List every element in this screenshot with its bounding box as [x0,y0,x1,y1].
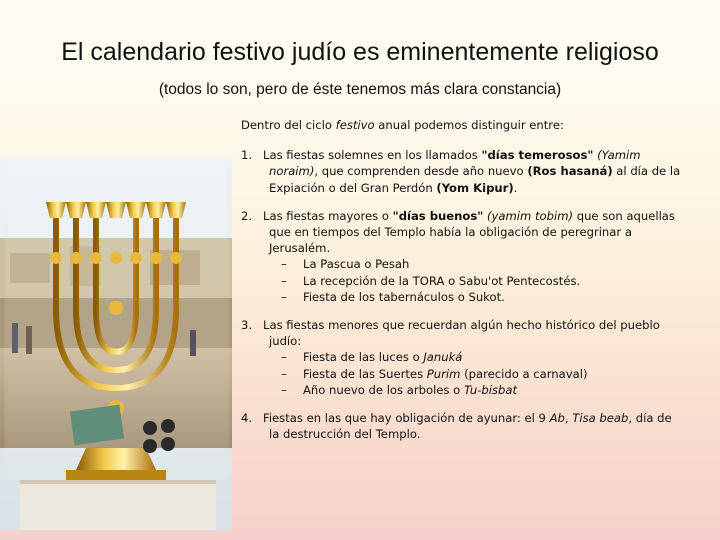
menorah-photo [0,158,232,530]
intro-text: Dentro del ciclo festivo anual podemos distinguir entre: [241,118,564,132]
menorah-image [0,158,232,530]
sub-item: – Fiesta de los tabernáculos o Sukot. [281,289,505,304]
list-item-3: 3. Las fiestas menores que recuerdan algún hecho histórico del pueblo judío: – Fiesta de las luces o Januká – Fiesta de las Suertes Purim (parecido a carnaval) – Año nuevo de los arboles o Tu-bisbat [241,317,681,398]
list-item-2: 2. Las fiestas mayores o "días buenos" (yamim tobim) que son aquellas que en tiempos del Templo había la obligación de peregrinar a Jerusalém. – La Pascua o Pesah – La recepción de la TORA o Sabu'ot Pentecostés. – Fiesta de los tabernáculos o Sukot. [241,208,681,305]
sub-item: – La Pascua o Pesah [281,257,410,272]
list-item-4: 4. Fiestas en las que hay obligación de ayunar: el 9 Ab, Tisa beab, día de la destrucción del Templo. [241,411,672,442]
sub-item: – Fiesta de las Suertes Purim (parecido a carnaval) [281,366,588,381]
sub-item: – La recepción de la TORA o Sabu'ot Pentecostés. [281,273,581,288]
list-item-1: 1. Las fiestas solemnes en los llamados "días temerosos" (Yamim noraim), que comprenden desde año nuevo (Ros hasaná) al día de la Expiación o del Gran Perdón (Yom Kipur). [241,148,681,195]
sub-item: – Fiesta de las luces o Januká [281,350,463,365]
sub-item: – Año nuevo de los arboles o Tu-bisbat [281,382,518,397]
content-body [241,117,681,454]
slide-subtitle: (todos lo son, pero de éste tenemos más clara constancia) [158,81,562,98]
slide-title: El calendario festivo judío es eminentemente religioso [61,38,659,66]
